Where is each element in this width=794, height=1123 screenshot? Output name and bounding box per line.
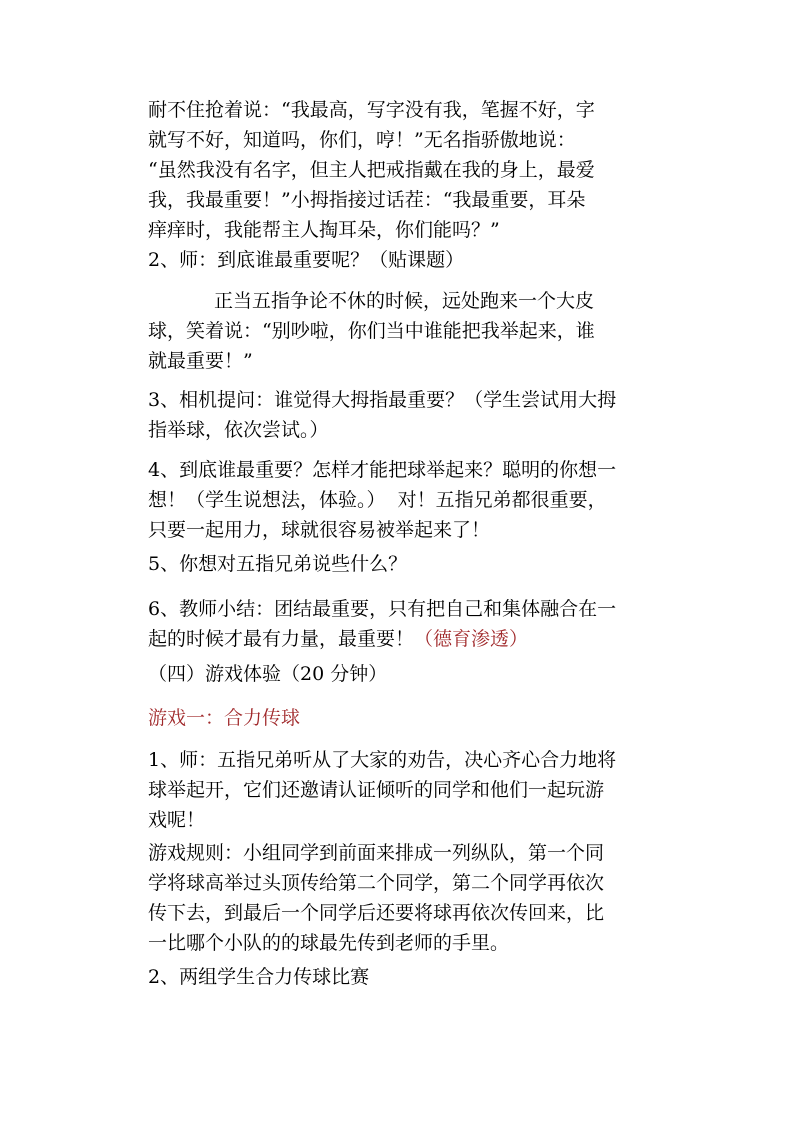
ball-story-paragraph bbox=[148, 286, 673, 376]
moral-education-note: （德育渗透） bbox=[414, 628, 529, 650]
text-line: “虽然我没有名字，但主人把戒指戴在我的身上，最爱 bbox=[148, 159, 595, 181]
text-line: 一比哪个小队的的球最先传到老师的手里。 bbox=[148, 932, 510, 954]
text-line: （四）游戏体验（20 分钟） bbox=[148, 663, 388, 685]
text-line: 耐不住抢着说：“我最高，写字没有我，笔握不好，字 bbox=[148, 99, 595, 121]
game-rules-paragraph bbox=[148, 838, 673, 958]
text-line: 就最重要！” bbox=[148, 350, 253, 372]
text-line: 游戏一：合力传球 bbox=[148, 707, 301, 729]
text-line: 1、师：五指兄弟听从了大家的劝告，决心齐心合力地将 bbox=[148, 749, 617, 771]
text-line bbox=[148, 624, 673, 654]
text-line: 传下去，到最后一个同学后还要将球再依次传回来，比 bbox=[148, 902, 605, 924]
text-line: 指举球，依次尝试。） bbox=[148, 419, 329, 441]
game-step-2-paragraph bbox=[148, 962, 673, 992]
text-line: 游戏规则：小组同学到前面来排成一列纵队，第一个同 bbox=[148, 842, 605, 864]
text-line: 只要一起用力，球就很容易被举起来了！ bbox=[148, 519, 491, 541]
step-6-paragraph bbox=[148, 594, 673, 654]
text-line: 我，我最重要！”小拇指接过话茬：“我最重要，耳朵 bbox=[148, 189, 586, 211]
step-5-paragraph bbox=[148, 549, 673, 579]
text-line: 6、教师小结：团结最重要，只有把自己和集体融合在一 bbox=[148, 598, 617, 620]
text-line: 3、相机提问：谁觉得大拇指最重要？（学生尝试用大拇 bbox=[148, 389, 617, 411]
text-line: 戏呢！ bbox=[148, 809, 206, 831]
text-line: 正当五指争论不休的时候，远处跑来一个大皮 bbox=[214, 290, 595, 312]
game-one-heading bbox=[148, 703, 673, 733]
section-heading-game-experience bbox=[148, 659, 673, 689]
text-line: 2、两组学生合力传球比赛 bbox=[148, 966, 370, 988]
text-line: 球举起开，它们还邀请认证倾听的同学和他们一起玩游 bbox=[148, 779, 605, 801]
text-line: 痒痒时，我能帮主人掏耳朵，你们能吗？” bbox=[148, 219, 500, 241]
text-line: 4、到底谁最重要？怎样才能把球举起来？聪明的你想一 bbox=[148, 459, 617, 481]
step-4-paragraph bbox=[148, 455, 673, 545]
step-2-paragraph bbox=[148, 245, 673, 275]
text-line: 就写不好，知道吗，你们，哼！”无名指骄傲地说： bbox=[148, 129, 576, 151]
step-3-paragraph bbox=[148, 385, 673, 445]
text-segment: 起的时候才最有力量，最重要！ bbox=[148, 628, 415, 650]
text-line: 想！（学生说想法，体验。） 对！五指兄弟都很重要， bbox=[148, 489, 607, 511]
text-line: 5、你想对五指兄弟说些什么？ bbox=[148, 553, 408, 575]
text-line: 学将球高举过头顶传给第二个同学，第二个同学再依次 bbox=[148, 872, 605, 894]
text-line: 2、师：到底谁最重要呢？（贴课题） bbox=[148, 249, 465, 271]
story-paragraph bbox=[148, 95, 673, 245]
game-step-1-paragraph bbox=[148, 745, 673, 835]
text-line: 球，笑着说：“别吵啦，你们当中谁能把我举起来，谁 bbox=[148, 320, 595, 342]
